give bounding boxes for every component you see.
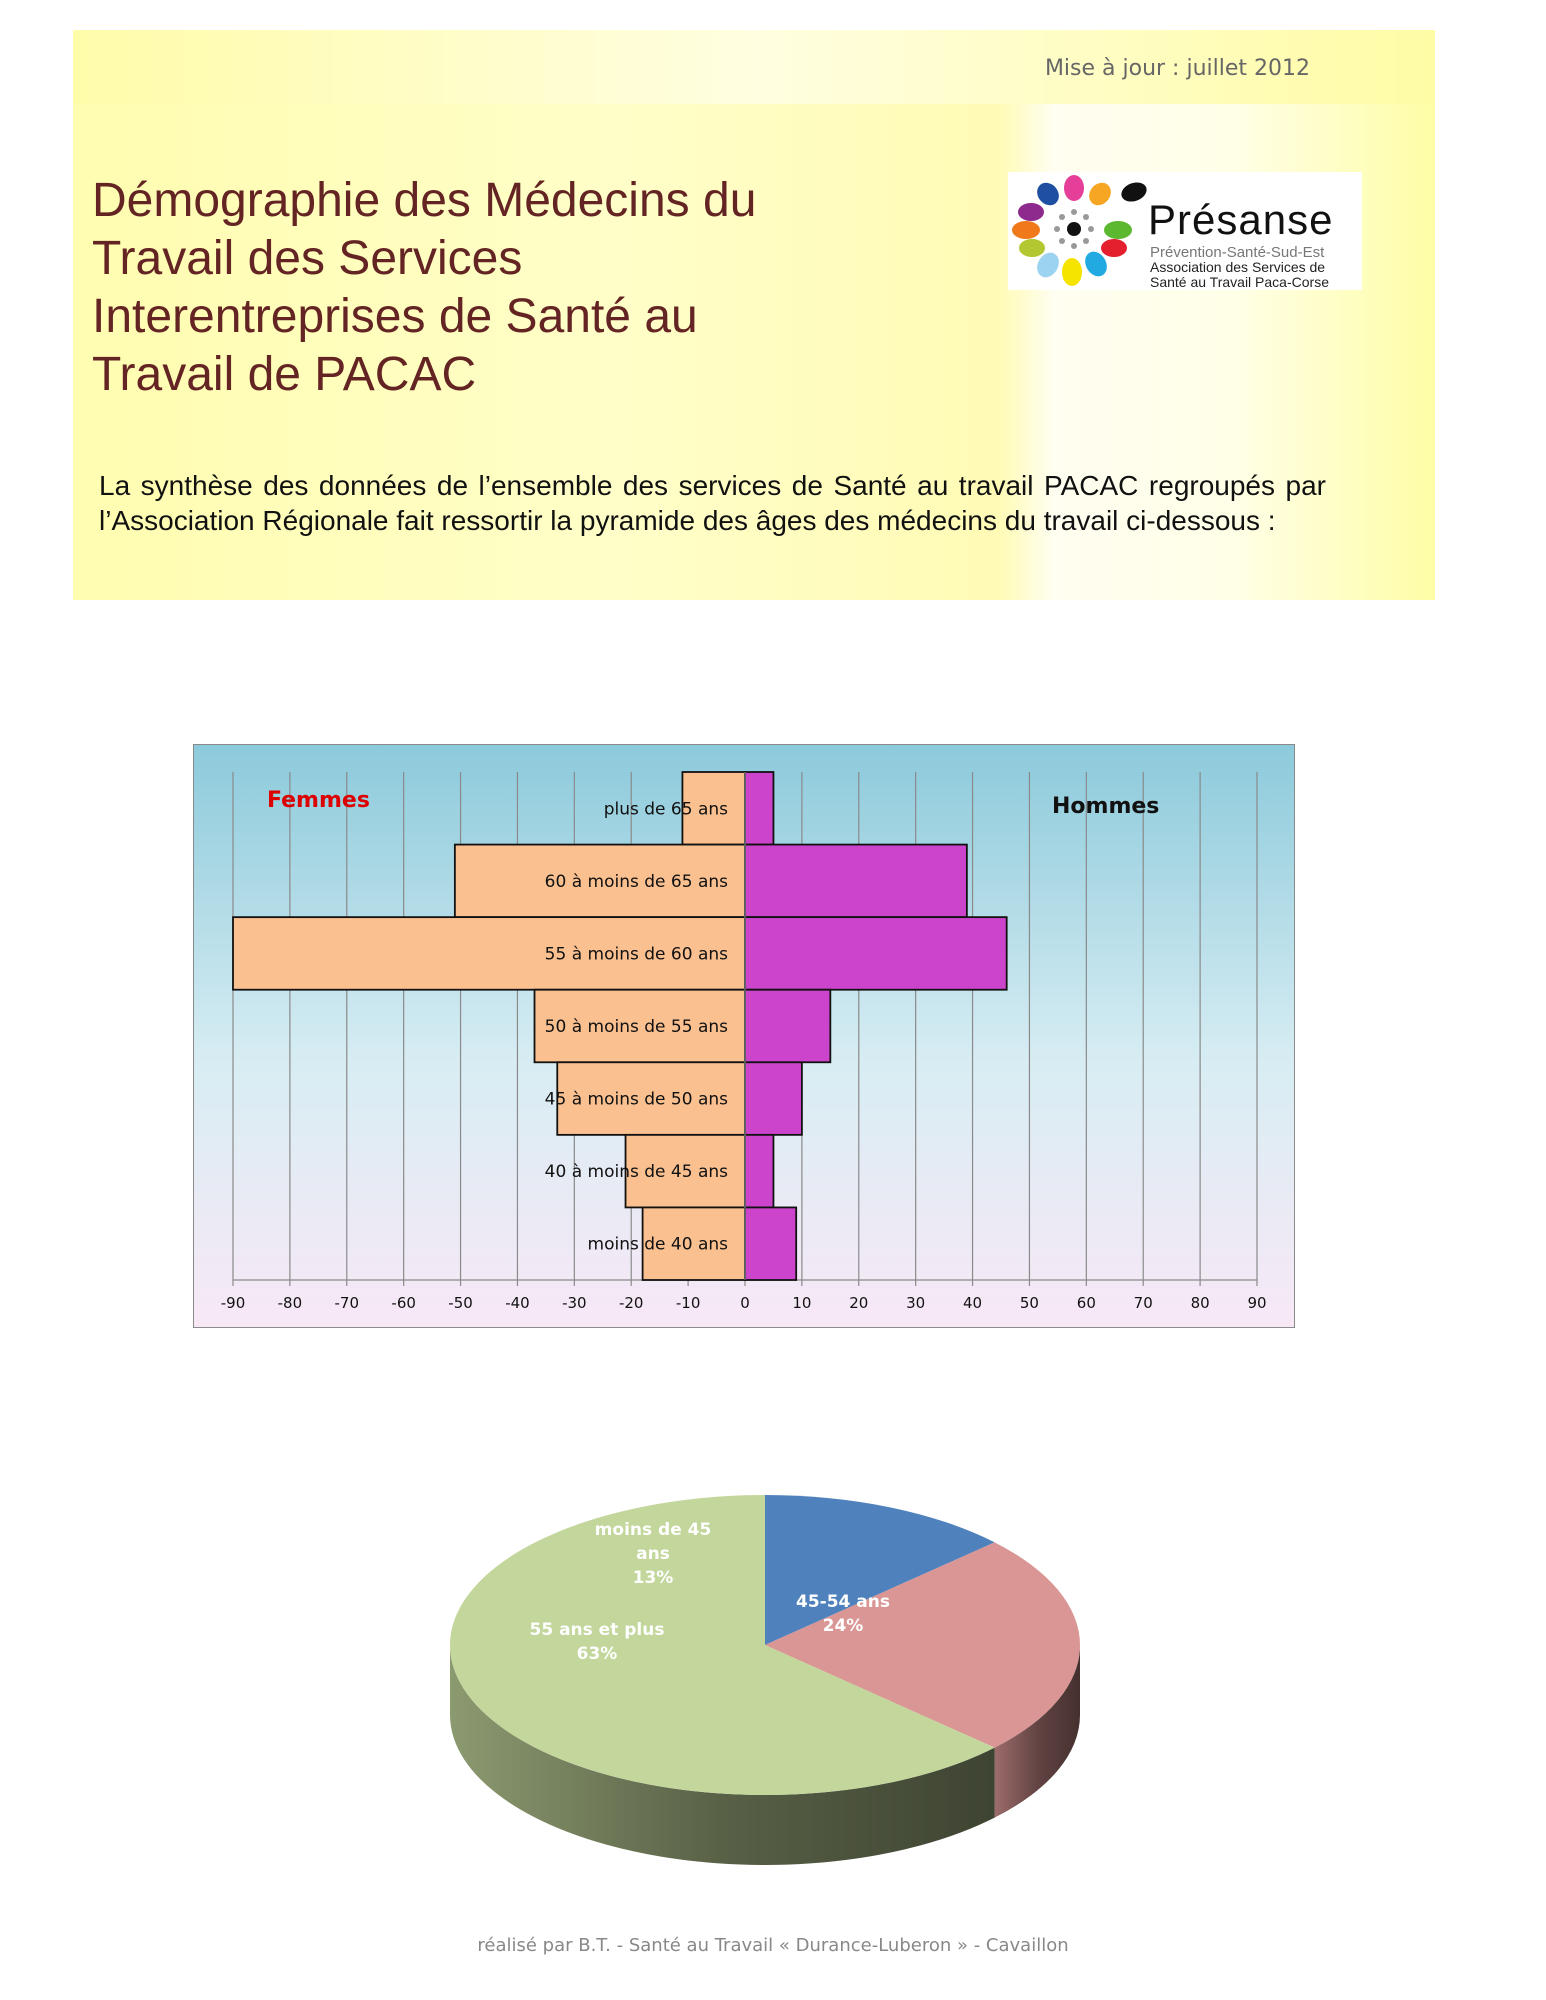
x-tick-label: -10 bbox=[675, 1294, 701, 1312]
age-pyramid-chart bbox=[193, 744, 1295, 1328]
bar-hommes-3 bbox=[745, 990, 830, 1063]
x-tick-label: 50 bbox=[1019, 1294, 1039, 1312]
logo-subtitle: Association des Services de Santé au Travail Paca-Corse bbox=[1150, 259, 1329, 290]
category-label: moins de 40 ans bbox=[587, 1234, 728, 1255]
pie-label-2: 63% bbox=[576, 1644, 618, 1664]
category-label: 45 à moins de 50 ans bbox=[544, 1089, 728, 1110]
x-tick-label: -80 bbox=[277, 1294, 303, 1312]
x-tick-label: -60 bbox=[391, 1294, 416, 1312]
category-label: 50 à moins de 55 ans bbox=[544, 1017, 728, 1037]
pie-label-1: 45-54 ans bbox=[796, 1592, 890, 1612]
x-tick-label: 0 bbox=[740, 1294, 750, 1312]
age-pie-svg bbox=[440, 1490, 1090, 1870]
update-date: Mise à jour : juillet 2012 bbox=[1044, 56, 1310, 81]
pie-label-0: moins de 45 bbox=[594, 1520, 712, 1540]
bar-hommes-6 bbox=[745, 1207, 796, 1280]
bar-hommes-5 bbox=[745, 1135, 773, 1208]
pie-label-1: 24% bbox=[822, 1616, 864, 1636]
document-title: Démographie des Médecins du Travail des Services Interentreprises de Santé au Travail de PACAC bbox=[92, 174, 757, 401]
x-tick-label: -30 bbox=[562, 1294, 587, 1312]
age-pyramid-svg bbox=[194, 745, 1294, 1327]
x-tick-label: 70 bbox=[1133, 1294, 1153, 1312]
x-tick-label: -50 bbox=[448, 1294, 473, 1312]
footer-credit: réalisé par B.T. - Santé au Travail « Durance-Luberon » - Cavaillon bbox=[477, 1935, 1069, 1956]
x-tick-label: 80 bbox=[1190, 1294, 1210, 1312]
x-tick-label: -20 bbox=[618, 1294, 644, 1312]
flower-logo-icon bbox=[1008, 172, 1148, 290]
pie-label-0: ans bbox=[636, 1544, 670, 1564]
age-pie-chart bbox=[440, 1490, 1090, 1870]
pie-label-0: 13% bbox=[632, 1568, 674, 1588]
legend-hommes: Hommes bbox=[1052, 794, 1160, 819]
category-label: 55 à moins de 60 ans bbox=[544, 944, 728, 965]
x-tick-label: 40 bbox=[963, 1294, 983, 1312]
intro-text: La synthèse des données de l’ensemble des services de Santé au travail PACAC regroupés par l’Association Régionale fait ressortir la pyramide des âges des médecins du travail ci-dessous : bbox=[99, 470, 1326, 536]
bar-hommes-1 bbox=[745, 845, 967, 918]
logo-tagline: Prévention-Santé-Sud-Est bbox=[1150, 244, 1325, 261]
x-tick-label: -70 bbox=[334, 1294, 360, 1312]
x-tick-label: 20 bbox=[849, 1294, 869, 1312]
presanse-logo bbox=[1008, 172, 1362, 290]
bar-hommes-0 bbox=[745, 772, 773, 845]
pie-label-2: 55 ans et plus bbox=[529, 1620, 665, 1640]
x-tick-label: -90 bbox=[220, 1294, 246, 1312]
category-label: 60 à moins de 65 ans bbox=[544, 871, 728, 892]
x-tick-label: 10 bbox=[792, 1294, 812, 1312]
logo-name: Présanse bbox=[1148, 196, 1334, 243]
x-tick-label: 60 bbox=[1076, 1294, 1096, 1312]
legend-femmes: Femmes bbox=[267, 788, 370, 813]
x-tick-label: 30 bbox=[906, 1294, 926, 1312]
x-tick-label: 90 bbox=[1247, 1294, 1267, 1312]
bar-hommes-4 bbox=[745, 1062, 802, 1135]
category-label: 40 à moins de 45 ans bbox=[544, 1162, 728, 1183]
bar-hommes-2 bbox=[745, 917, 1007, 990]
category-label: plus de 65 ans bbox=[603, 799, 728, 820]
x-tick-label: -40 bbox=[505, 1294, 530, 1312]
